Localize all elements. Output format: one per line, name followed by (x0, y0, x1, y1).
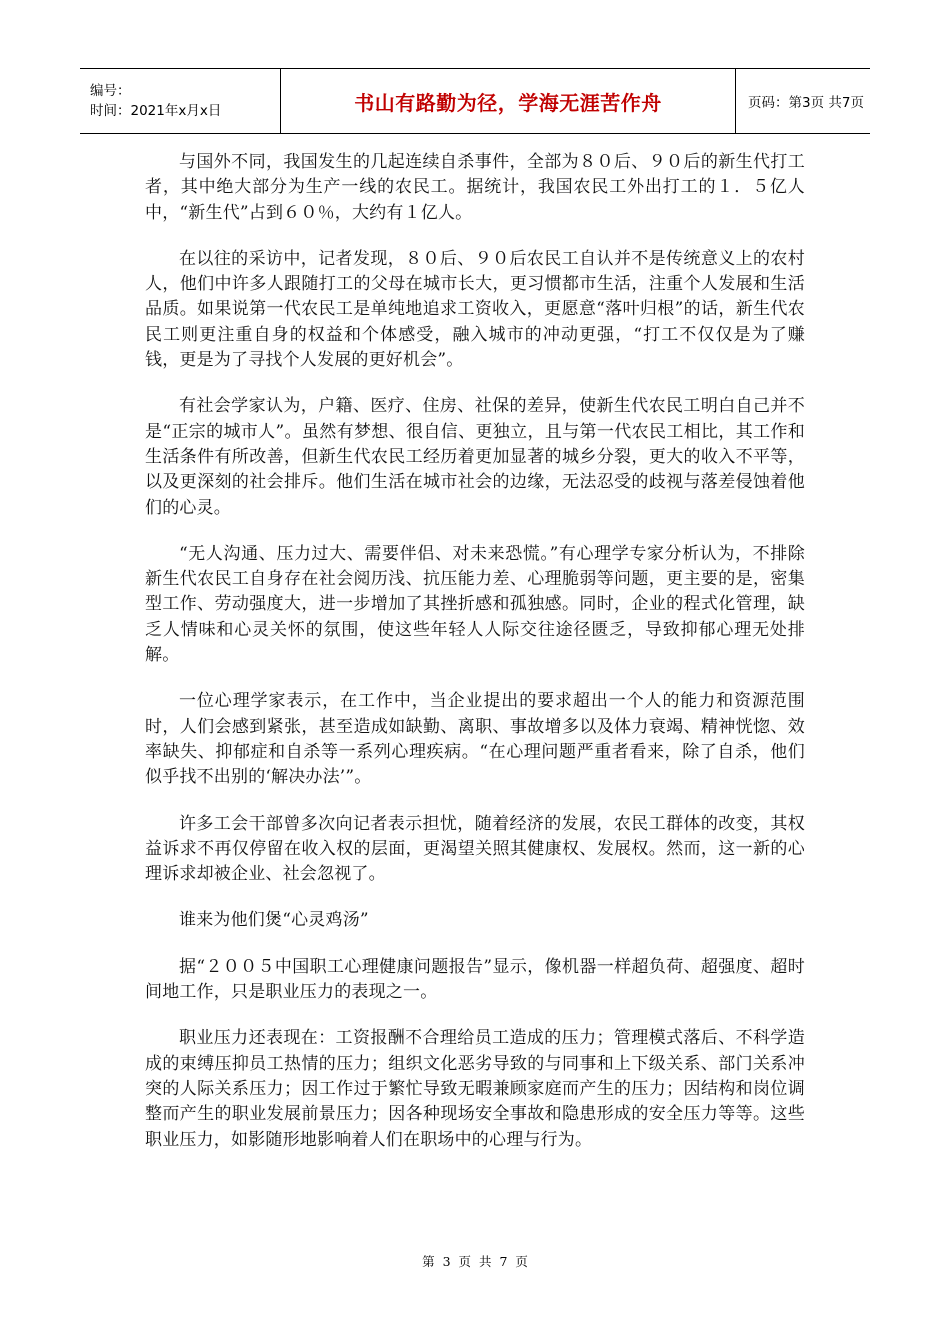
paragraph: 据“２００５中国职工心理健康问题报告”显示，像机器一样超负荷、超强度、超时间地工作，只是职业压力的表现之一。 (145, 956, 805, 1003)
header-motto: 书山有路勤为径，学海无涯苦作舟 (354, 90, 662, 115)
header-page-number: 页码：第3页 共7页 (748, 95, 864, 111)
header-motto-cell (280, 69, 736, 133)
paragraph: 一位心理学家表示，在工作中，当企业提出的要求超出一个人的能力和资源范围时，人们会感到紧张，甚至造成如缺勤、离职、事故增多以及体力衰竭、精神恍惚、效率缺失、抑郁症和自杀等一系列心理疾病。“在心理问题严重者看来，除了自杀，他们似乎找不出别的‘解决办法’”。 (145, 691, 805, 788)
page-header (80, 68, 870, 134)
paragraph: “无人沟通、压力过大、需要伴侣、对未来恐慌。”有心理学专家分析认为，不排除新生代农民工自身存在社会阅历浅、抗压能力差、心理脆弱等问题，更主要的是，密集型工作、劳动强度大，进一步增加了其挫折感和孤独感。同时，企业的程式化管理，缺乏人情味和心灵关怀的氛围，使这些年轻人人际交往途径匮乏，导致抑郁心理无处排解。 (145, 543, 805, 666)
header-meta (80, 69, 280, 133)
paragraph: 与国外不同，我国发生的几起连续自杀事件，全部为８０后、９０后的新生代打工者，其中绝大部分为生产一线的农民工。据统计，我国农民工外出打工的１．５亿人中，“新生代”占到６０％，大约有１亿人。 (145, 152, 805, 223)
page-footer: 第 3 页 共 7 页 (422, 1254, 528, 1269)
document-body (145, 150, 805, 1174)
document-number-label: 编号： (90, 83, 131, 99)
paragraph: 在以往的采访中，记者发现，８０后、９０后农民工自认并不是传统意义上的农村人，他们中许多人跟随打工的父母在城市长大，更习惯都市生活，注重个人发展和生活品质。如果说第一代农民工是单纯地追求工资收入，更愿意“落叶归根”的话，新生代农民工则更注重自身的权益和个体感受，融入城市的冲动更强，“打工不仅仅是为了赚钱，更是为了寻找个人发展的更好机会”。 (145, 248, 805, 371)
paragraph: 许多工会干部曾多次向记者表示担忧，随着经济的发展，农民工群体的改变，其权益诉求不再仅停留在收入权的层面，更渴望关照其健康权、发展权。然而，这一新的心理诉求却被企业、社会忽视了。 (145, 813, 805, 885)
paragraph: 有社会学家认为，户籍、医疗、住房、社保的差异，使新生代农民工明白自己并不是“正宗的城市人”。虽然有梦想、很自信、更独立，且与第一代农民工相比，其工作和生活条件有所改善，但新生代农民工经历着更加显著的城乡分裂，更大的收入不平等，以及更深刻的社会排斥。他们生活在城市社会的边缘，无法忍受的歧视与落差侵蚀着他们的心灵。 (145, 396, 805, 518)
header-page-cell (736, 69, 870, 133)
section-heading: 谁来为他们煲“心灵鸡汤” (179, 910, 369, 931)
document-time-label: 时间：2021年x月x日 (90, 103, 222, 119)
paragraph: 职业压力还表现在：工资报酬不合理给员工造成的压力；管理模式落后、不科学造成的束缚压抑员工热情的压力；组织文化恶劣导致的与同事和上下级关系、部门关系冲突的人际关系压力；因工作过于繁忙导致无暇兼顾家庭而产生的压力；因结构和岗位调整而产生的职业发展前景压力；因各种现场安全事故和隐患形成的安全压力等等。这些职业压力，如影随形地影响着人们在职场中的心理与行为。 (145, 1028, 805, 1150)
